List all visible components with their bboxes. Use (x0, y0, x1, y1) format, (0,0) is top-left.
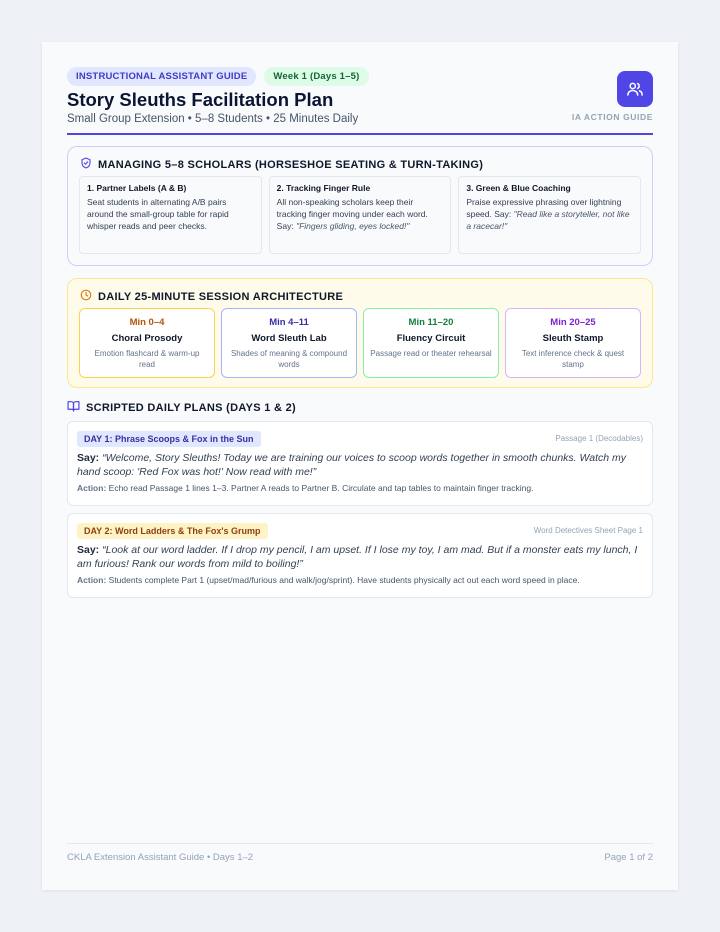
session-block-title: Sleuth Stamp (542, 333, 604, 344)
action-label: Action: (77, 575, 107, 585)
management-card-title: 2. Tracking Finger Rule (276, 183, 371, 193)
action-label: Action: (77, 483, 107, 493)
management-card-title: 3. Green & Blue Coaching (466, 183, 571, 193)
header-divider (67, 133, 653, 135)
footer-guide-name: CKLA Extension Assistant Guide • Days 1–2 (67, 852, 254, 863)
page-title: Story Sleuths Facilitation Plan (67, 89, 334, 110)
session-block-desc: Passage read or theater rehearsal (370, 349, 492, 358)
page-subtitle: Small Group Extension • 5–8 Students • 25 Minutes Daily (67, 113, 359, 125)
management-card-say-label: Say: (276, 221, 294, 231)
session-block-minutes: Min 20–25 (550, 317, 596, 328)
footer-divider (67, 843, 653, 844)
day-say (77, 452, 643, 479)
session-architecture-section (67, 278, 653, 388)
management-card-text: All non-speaking scholars keep their tracking finger moving under each word. (276, 197, 428, 219)
session-block-title: Word Sleuth Lab (251, 333, 327, 344)
say-script: “Welcome, Story Sleuths! Today we are training our voices to scoop words together in smooth chunks. Watch my hand scoop: 'Red Fox was hot!' Now read with me!” (77, 452, 626, 478)
day-plan-card (67, 421, 653, 506)
users-icon (617, 71, 653, 107)
session-block-minutes: Min 0–4 (129, 317, 165, 328)
management-cards (79, 176, 641, 254)
management-heading (80, 157, 483, 172)
ia-action-guide-label: IA ACTION GUIDE (571, 112, 653, 122)
session-block-minutes: Min 4–11 (269, 317, 309, 328)
session-block (79, 308, 215, 378)
document-page (42, 42, 678, 890)
action-text: Echo read Passage 1 lines 1–3. Partner A reads to Partner B. Circulate and tap tables to maintain finger tracking. (108, 483, 534, 493)
management-card (269, 176, 452, 254)
session-block (221, 308, 357, 378)
day-say (77, 544, 643, 571)
management-card-body (277, 196, 444, 232)
open-book-icon (67, 400, 80, 415)
session-block-desc: Shades of meaning & compound words (230, 349, 348, 369)
management-card-quote: "Fingers gliding, eyes locked!" (296, 221, 410, 231)
say-label: Say: (77, 544, 100, 556)
management-card (79, 176, 262, 254)
day-action (77, 483, 643, 493)
plans-heading-text: SCRIPTED DAILY PLANS (DAYS 1 & 2) (86, 401, 296, 414)
management-card-title: 1. Partner Labels (A & B) (87, 183, 187, 193)
say-label: Say: (77, 452, 100, 464)
session-block (505, 308, 641, 378)
plans-heading (67, 400, 296, 415)
clock-icon (80, 289, 92, 304)
week-badge: Week 1 (Days 1–5) (264, 67, 368, 86)
day-source: Word Detectives Sheet Page 1 (533, 526, 643, 535)
session-blocks (79, 308, 641, 378)
session-block-title: Choral Prosody (111, 333, 183, 344)
guide-badge: INSTRUCTIONAL ASSISTANT GUIDE (67, 67, 256, 86)
management-card (458, 176, 641, 254)
management-section (67, 146, 653, 266)
management-heading-text: MANAGING 5–8 SCHOLARS (HORSESHOE SEATING & TURN-TAKING) (98, 158, 484, 171)
header-badges (67, 67, 653, 86)
management-card-say-label: Say: (494, 209, 512, 219)
management-card-body (87, 196, 254, 232)
page-header (67, 67, 653, 135)
session-block-desc: Emotion flashcard & warm-up read (94, 349, 200, 369)
day-action (77, 575, 643, 585)
management-card-quote: "Read like a storyteller, not like a racecar!" (466, 209, 630, 231)
management-card-body (466, 196, 633, 232)
action-text: Students complete Part 1 (upset/mad/furious and walk/jog/sprint). Have students physically act out each word speed in place. (108, 575, 580, 585)
session-block (363, 308, 499, 378)
page-number: Page 1 of 2 (604, 852, 653, 863)
session-block-minutes: Min 11–20 (408, 317, 454, 328)
session-block-desc: Text inference check & quest stamp (521, 349, 625, 369)
day-plan-card (67, 513, 653, 598)
management-card-text: Seat students in alternating A/B pairs around the small-group table for rapid whisper reads and peer checks. (87, 197, 229, 231)
day-tag: DAY 1: Phrase Scoops & Fox in the Sun (77, 431, 261, 447)
architecture-heading-text: DAILY 25-MINUTE SESSION ARCHITECTURE (98, 290, 344, 303)
shield-check-icon (80, 157, 92, 172)
management-card-text: Praise expressive phrasing over lightning speed. (466, 197, 622, 219)
day-source: Passage 1 (Decodables) (555, 434, 643, 443)
session-block-title: Fluency Circuit (396, 333, 466, 344)
day-tag: DAY 2: Word Ladders & The Fox's Grump (77, 523, 268, 539)
say-script: “Look at our word ladder. If I drop my pencil, I am upset. If I lose my toy, I am mad. But if a monster eats my lunch, I am furious! Rank our words from mild to boiling!” (77, 544, 638, 570)
architecture-heading (80, 289, 343, 304)
